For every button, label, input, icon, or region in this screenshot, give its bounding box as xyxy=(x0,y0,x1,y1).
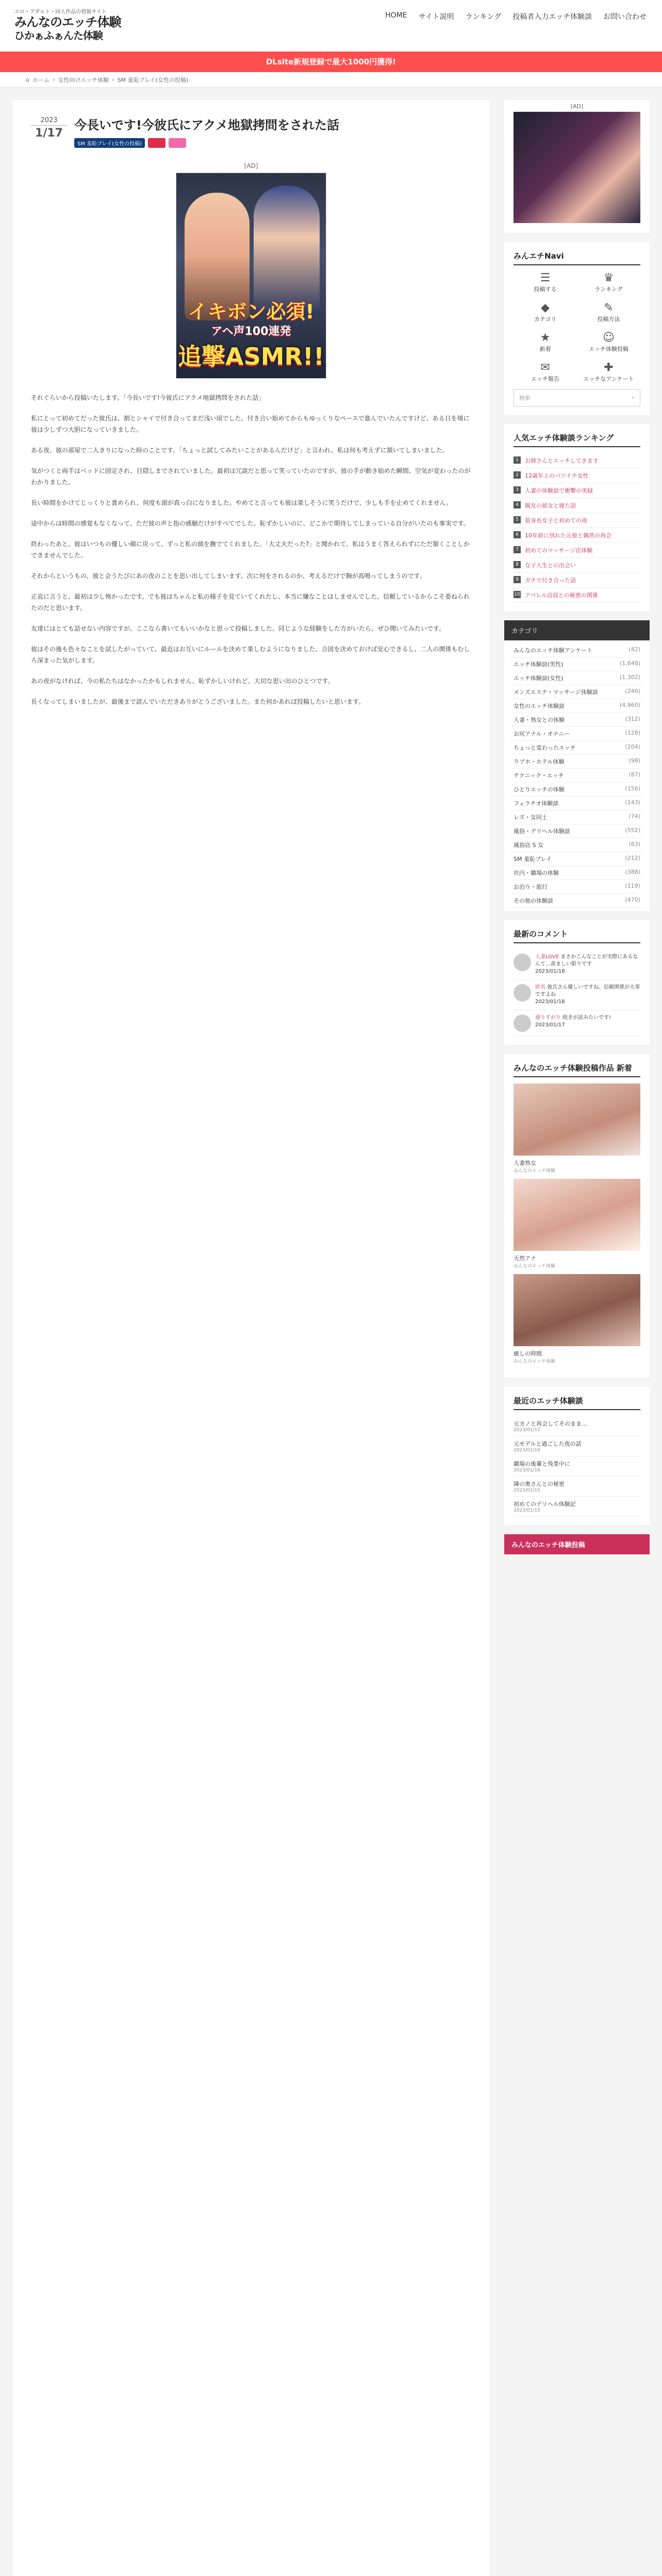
paragraph: 彼はその後も色々なことを試したがっていて、最近はお互いにルールを決めて楽しむようになりました。合図を決めておけば安心できるし、二人の関係もむしろ深まった気がします。 xyxy=(31,646,470,664)
tag-sm[interactable]: SM 羞恥プレイ(女性の投稿) xyxy=(74,138,145,148)
category-item[interactable]: ラブホ・ホテル体験 (98) xyxy=(510,755,643,769)
navi-submit[interactable]: ☰ 投稿する xyxy=(514,272,577,293)
navi-survey[interactable]: ✚ エッチなアンケート xyxy=(577,361,640,383)
picks-box xyxy=(504,1054,650,1378)
pick-thumbnail[interactable] xyxy=(514,1274,640,1346)
category-item[interactable]: お泊り・旅行 (119) xyxy=(510,880,643,894)
avatar xyxy=(514,1014,531,1032)
category-title: カテゴリ xyxy=(504,620,650,640)
sidebar-footer-title[interactable]: みんなのエッチ体験投稿 xyxy=(504,1534,650,1554)
paragraph: 私にとって初めてだった彼氏は、割とシャイで付き合ってまだ浅い頃でした。付き合い始めてからもゆっくりなペースで進んでいたんですけど、ある日を境に彼は少しずつ大胆になっていきました。 xyxy=(31,415,470,433)
paragraph: それからというもの、彼と会うたびにあの夜のことを思い出してしまいます。次に何をされるのか、考えるだけで胸が高鳴ってしまうのです。 xyxy=(31,572,426,580)
navi-experience[interactable]: ☺ エッチ体験投稿 xyxy=(577,331,640,353)
star-icon: ★ xyxy=(540,331,551,344)
category-item[interactable]: ちょっと変わったエッチ (204) xyxy=(510,741,643,755)
cover-text-2: アヘ声100連発 xyxy=(211,325,291,338)
new-post-item[interactable]: 元カノと再会してそのまま… 2023/01/17 xyxy=(514,1416,640,1436)
nav-ranking[interactable]: ランキング xyxy=(465,13,502,21)
comment-item[interactable]: 匿名 彼氏さん優しいですね。信頼関係が大事ですよね 2023/01/18 xyxy=(514,980,640,1010)
search-input[interactable]: 検索 ⌕ xyxy=(514,389,640,406)
paragraph: あの夜がなければ、今の私たちはなかったかもしれません。恥ずかしいけれど、大切な思い出のひとつです。 xyxy=(31,677,334,685)
navi-new[interactable]: ★ 新着 xyxy=(514,331,577,353)
ranking-item[interactable]: 4 親友の彼女と寝た話 xyxy=(514,498,640,513)
navi-category[interactable]: ◆ カテゴリ xyxy=(514,301,577,323)
post-month-day: 1/17 xyxy=(35,127,63,140)
sidebar-ad-label: [AD] xyxy=(570,103,584,110)
category-item[interactable]: ひとりエッチの体験 (156) xyxy=(510,783,643,796)
ranking-item[interactable]: 5 低身長女子と初めての夜 xyxy=(514,513,640,528)
category-icon: ◆ xyxy=(541,301,550,314)
pick-thumbnail[interactable] xyxy=(514,1083,640,1156)
nav-submit[interactable]: 投稿者入力エッチ体験談 xyxy=(512,13,592,21)
pick-thumbnail[interactable] xyxy=(514,1179,640,1251)
navi-box xyxy=(504,242,650,415)
paragraph: 気がつくと両手はベッドに固定され、目隠しまでされていました。最初は冗談だと思って笑っていたのですが、彼の手が動き始めた瞬間、空気が変わったのがわかりました。 xyxy=(31,467,471,486)
ranking-title: 人気エッチ体験談ランキング xyxy=(514,432,640,447)
navi-ranking[interactable]: ♛ ランキング xyxy=(577,272,640,293)
avatar xyxy=(514,954,531,971)
crown-icon: ♛ xyxy=(603,272,614,284)
nav-contact[interactable]: お問い合わせ xyxy=(603,13,647,21)
pick-caption[interactable]: 癒しの時間 みんなのエッチ体験 xyxy=(514,1350,555,1364)
picks-title: みんなのエッチ体験投稿作品 新着 xyxy=(514,1062,640,1077)
ranking-item[interactable]: 8 女子大生との出会い xyxy=(514,558,640,573)
search-icon[interactable]: ⌕ xyxy=(631,394,635,401)
paragraph: 友達にはとても話せない内容ですが、ここなら書いてもいいかなと思って投稿しました。同じような経験をした方がいたら、ぜひ聞いてみたいです。 xyxy=(31,625,445,632)
site-tagline: エロ・アダルト・同人作品の情報サイト xyxy=(14,9,107,15)
post-tags xyxy=(74,138,471,148)
site-subname: ひかぁふぁんた体験 xyxy=(14,29,103,42)
category-item[interactable]: 風俗・デリヘル体験談 (552) xyxy=(510,824,643,838)
comments-title: 最新のコメント xyxy=(514,928,640,943)
ad-label: [AD] xyxy=(244,162,258,170)
comments-box xyxy=(504,920,650,1045)
avatar xyxy=(514,984,531,1002)
new-post-item[interactable]: 初めてのデリヘル体験記 2023/01/15 xyxy=(514,1497,640,1517)
ranking-box xyxy=(504,424,650,611)
paragraph: 長くなってしまいましたが、最後まで読んでいただきありがとうございました。また何かあれば投稿したいと思います。 xyxy=(31,698,365,705)
category-item[interactable]: みんなのエッチ体験アンケート (42) xyxy=(510,643,643,657)
category-item[interactable]: お尻アナル・オナニー (128) xyxy=(510,727,643,741)
category-item[interactable]: テクニック・エッチ (87) xyxy=(510,769,643,783)
category-item[interactable]: フェラチオ体験談 (143) xyxy=(510,796,643,810)
category-item[interactable]: 人妻・熟女との体験 (312) xyxy=(510,713,643,727)
category-item[interactable]: エッチ体験談(女性) (1,302) xyxy=(510,671,643,685)
tag-pink[interactable] xyxy=(169,138,186,148)
site-header xyxy=(0,0,662,52)
ranking-item[interactable]: 2 12歳年上のバツイチ女性 xyxy=(514,468,640,483)
breadcrumb-home[interactable]: ホーム xyxy=(32,76,49,83)
post-date xyxy=(31,116,67,140)
post-year: 2023 xyxy=(31,116,67,126)
cover-text-3: 追撃ASMR!! xyxy=(178,343,324,370)
breadcrumb-subcategory[interactable]: SM 羞恥プレイ(女性の投稿) xyxy=(117,76,189,83)
category-item[interactable]: 女性のエッチ体験談 (4,960) xyxy=(510,699,643,713)
nav-home[interactable]: HOME xyxy=(385,11,407,20)
cover-text-1: イキボン必須! xyxy=(188,300,315,323)
new-post-item[interactable]: 隣の奥さんとの秘密 2023/01/15 xyxy=(514,1477,640,1497)
pick-caption[interactable]: 天然アナ みんなのエッチ体験 xyxy=(514,1255,555,1269)
navi-howto[interactable]: ✎ 投稿方法 xyxy=(577,301,640,323)
ranking-item[interactable]: 7 初めてのマッサージ店体験 xyxy=(514,543,640,558)
site-logo[interactable] xyxy=(14,9,133,42)
ranking-item[interactable]: 6 10年前に別れた元彼と偶然の再会 xyxy=(514,528,640,543)
new-posts-box xyxy=(504,1387,650,1525)
tag-red[interactable] xyxy=(148,138,166,148)
promo-banner[interactable]: DLsite新規登録で最大1000円獲得! xyxy=(0,52,662,72)
navi-title: みんエチNavi xyxy=(514,250,640,265)
article-body xyxy=(31,392,471,707)
paragraph: それぐらいから投稿いたします。「今長いです!今彼氏にアクメ地獄拷問をされた話」 xyxy=(31,394,265,401)
paragraph: 終わったあと、彼はいつもの優しい顔に戻って、ずっと私の頭を撫でてくれました。「大丈夫だった?」と聞かれて、私はうまく答えられずにただ頷くことしかできませんでした。 xyxy=(31,540,470,559)
category-item[interactable]: エッチ体験談(男性) (1,648) xyxy=(510,657,643,671)
ranking-item[interactable]: 3 人妻の体験談で衝撃の実録 xyxy=(514,483,640,498)
category-item[interactable]: メンズエステ・マッサージ体験談 (246) xyxy=(510,685,643,699)
paragraph: ある夜、彼の部屋で二人きりになった時のことです。「ちょっと試してみたいことがあるんだけど」と言われ、私は何も考えずに頷いてしまいました。 xyxy=(31,447,449,454)
paragraph: 長い時間をかけてじっくりと責められ、何度も頭が真っ白になりました。やめてと言っても彼は楽しそうに笑うだけで、少しも手を止めてくれません。 xyxy=(31,499,453,506)
ranking-item[interactable]: 1 お姉さんとエッチしてきます xyxy=(514,453,640,468)
plus-icon: ✚ xyxy=(604,361,614,374)
navi-report[interactable]: ✉ エッチ報告 xyxy=(514,361,577,383)
new-post-item[interactable]: 元モデルと過ごした夜の話 2023/01/16 xyxy=(514,1436,640,1456)
sidebar-ad[interactable] xyxy=(504,100,650,233)
ranking-item[interactable]: 10 アパレル店員との秘密の関係 xyxy=(514,588,640,603)
category-item[interactable]: その他の体験談 (470) xyxy=(510,894,643,908)
paragraph: 正直に言うと、最初は少し怖かったです。でも彼はちゃんと私の様子を見ていてくれたし、本当に嫌なことはしませんでした。信頼しているからこそ委ねられたのだと思います。 xyxy=(31,593,470,612)
ranking-item[interactable]: 9 ガチで付き合った話 xyxy=(514,573,640,588)
breadcrumb-category[interactable]: 女性向けエッチ体験 xyxy=(58,76,109,83)
category-item[interactable]: SM 羞恥プレイ (212) xyxy=(510,852,643,866)
category-item[interactable]: レズ・女同士 (74) xyxy=(510,810,643,824)
category-item[interactable]: 風俗店 S 女 (63) xyxy=(510,838,643,852)
nav-about[interactable]: サイト説明 xyxy=(418,13,454,21)
global-nav xyxy=(385,11,647,22)
page-title: 今長いです!今彼氏にアクメ地獄拷問をされた話 xyxy=(74,118,339,132)
category-box xyxy=(504,620,650,911)
comment-item[interactable]: 通りすがり 続きが読みたいです! 2023/01/17 xyxy=(514,1010,640,1037)
new-post-item[interactable]: 職場の後輩と残業中に 2023/01/16 xyxy=(514,1456,640,1477)
mail-icon: ✉ xyxy=(540,361,550,374)
comment-item[interactable]: 人妻LOVE まさかこんなことが実際にあるなんて…羨ましい限りです 2023/01/18 xyxy=(514,950,640,980)
category-item[interactable]: 社内・職場の体験 (388) xyxy=(510,866,643,880)
pencil-icon: ✎ xyxy=(604,301,614,314)
list-icon: ☰ xyxy=(540,272,551,284)
article xyxy=(12,100,490,2576)
site-name: みんなのエッチ体験 xyxy=(14,15,121,29)
paragraph: 途中からは時間の感覚もなくなって、ただ彼の声と指の感触だけがすべてでした。恥ずかしいのに、どこかで期待してしまっている自分がいたのも事実です。 xyxy=(31,520,470,527)
sidebar-ad-image[interactable] xyxy=(514,112,640,223)
sidebar xyxy=(504,100,650,2576)
smile-icon: ☺ xyxy=(603,331,615,344)
new-posts-title: 最近のエッチ体験談 xyxy=(514,1395,640,1410)
breadcrumb: ⌂ ホーム › 女性向けエッチ体験 › SM 羞恥プレイ(女性の投稿) xyxy=(0,72,662,88)
ad-cover-image[interactable] xyxy=(176,173,326,379)
pick-caption[interactable]: 人妻熟女 みんなのエッチ体験 xyxy=(514,1160,555,1174)
home-icon: ⌂ xyxy=(26,76,29,83)
